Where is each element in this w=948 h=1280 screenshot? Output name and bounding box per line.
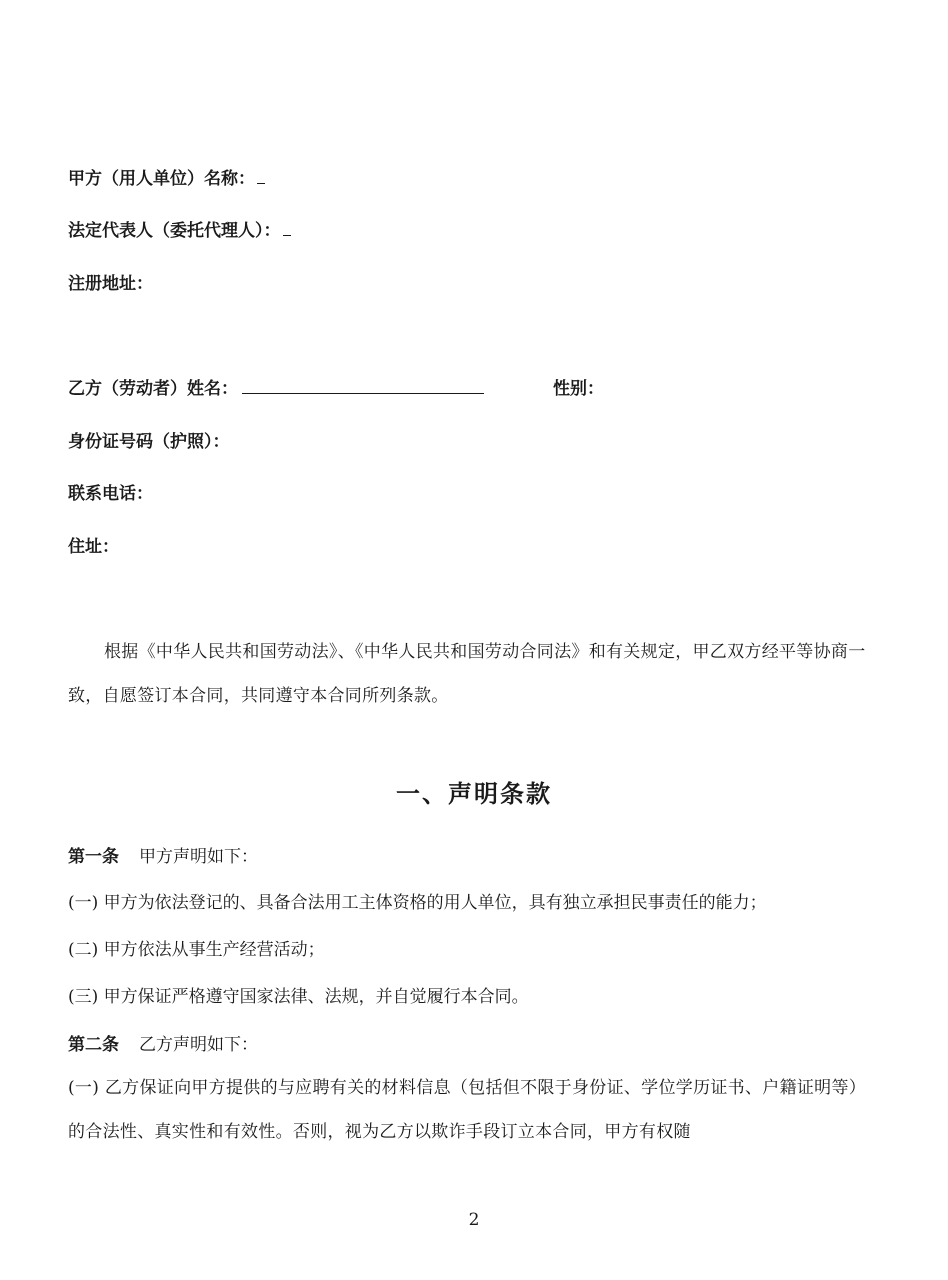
- article2-text: 乙方声明如下：: [139, 1035, 258, 1055]
- article2-label: 第二条: [68, 1035, 119, 1055]
- article1-item-2: (二) 甲方依法从事生产经营活动；: [68, 940, 325, 960]
- party-b-name-line: [68, 377, 880, 401]
- article1-label: 第一条: [68, 847, 119, 867]
- party-b-id-label: 身份证号码（护照）：: [68, 432, 230, 452]
- article1-item-3: (三) 甲方保证严格遵守国家法律、法规，并自觉履行本合同。: [68, 987, 529, 1007]
- article1-heading: [68, 845, 258, 869]
- party-b-phone-label: 联系电话：: [68, 484, 153, 504]
- party-b-gender-label: 性别：: [553, 379, 604, 399]
- party-a-name-blank: [257, 167, 265, 184]
- page-number: 2: [468, 1210, 480, 1230]
- party-b-name-label: 乙方（劳动者）姓名：: [68, 379, 238, 399]
- party-a-name-label: 甲方（用人单位）名称：: [68, 169, 255, 189]
- party-a-representative-blank: [283, 219, 291, 236]
- party-a-name-line: [68, 167, 265, 191]
- party-a-representative-label: 法定代表人（委托代理人）：: [68, 221, 281, 241]
- party-b-name-blank: [242, 377, 484, 394]
- party-a-address-line: [68, 272, 153, 296]
- article2-heading: [68, 1033, 258, 1057]
- party-b-address-label: 住址：: [68, 537, 119, 557]
- article1-text: 甲方声明如下：: [139, 847, 258, 867]
- article1-item-1: (一) 甲方为依法登记的、具备合法用工主体资格的用人单位，具有独立承担民事责任的能力；: [68, 893, 767, 913]
- party-a-representative-line: [68, 219, 291, 243]
- section-title: 一、声明条款: [396, 780, 552, 808]
- party-a-address-label: 注册地址：: [68, 274, 153, 294]
- preamble-text: 根据《中华人民共和国劳动法》、《中华人民共和国劳动合同法》和有关规定，甲乙双方经平等协商一致，自愿签订本合同，共同遵守本合同所列条款。: [68, 642, 866, 706]
- article2-item-1: (一) 乙方保证向甲方提供的与应聘有关的材料信息（包括但不限于身份证、学位学历证书、户籍证明等）的合法性、真实性和有效性。否则，视为乙方以欺诈手段订立本合同，甲方有权随: [68, 1078, 867, 1142]
- preamble-paragraph: [68, 630, 880, 718]
